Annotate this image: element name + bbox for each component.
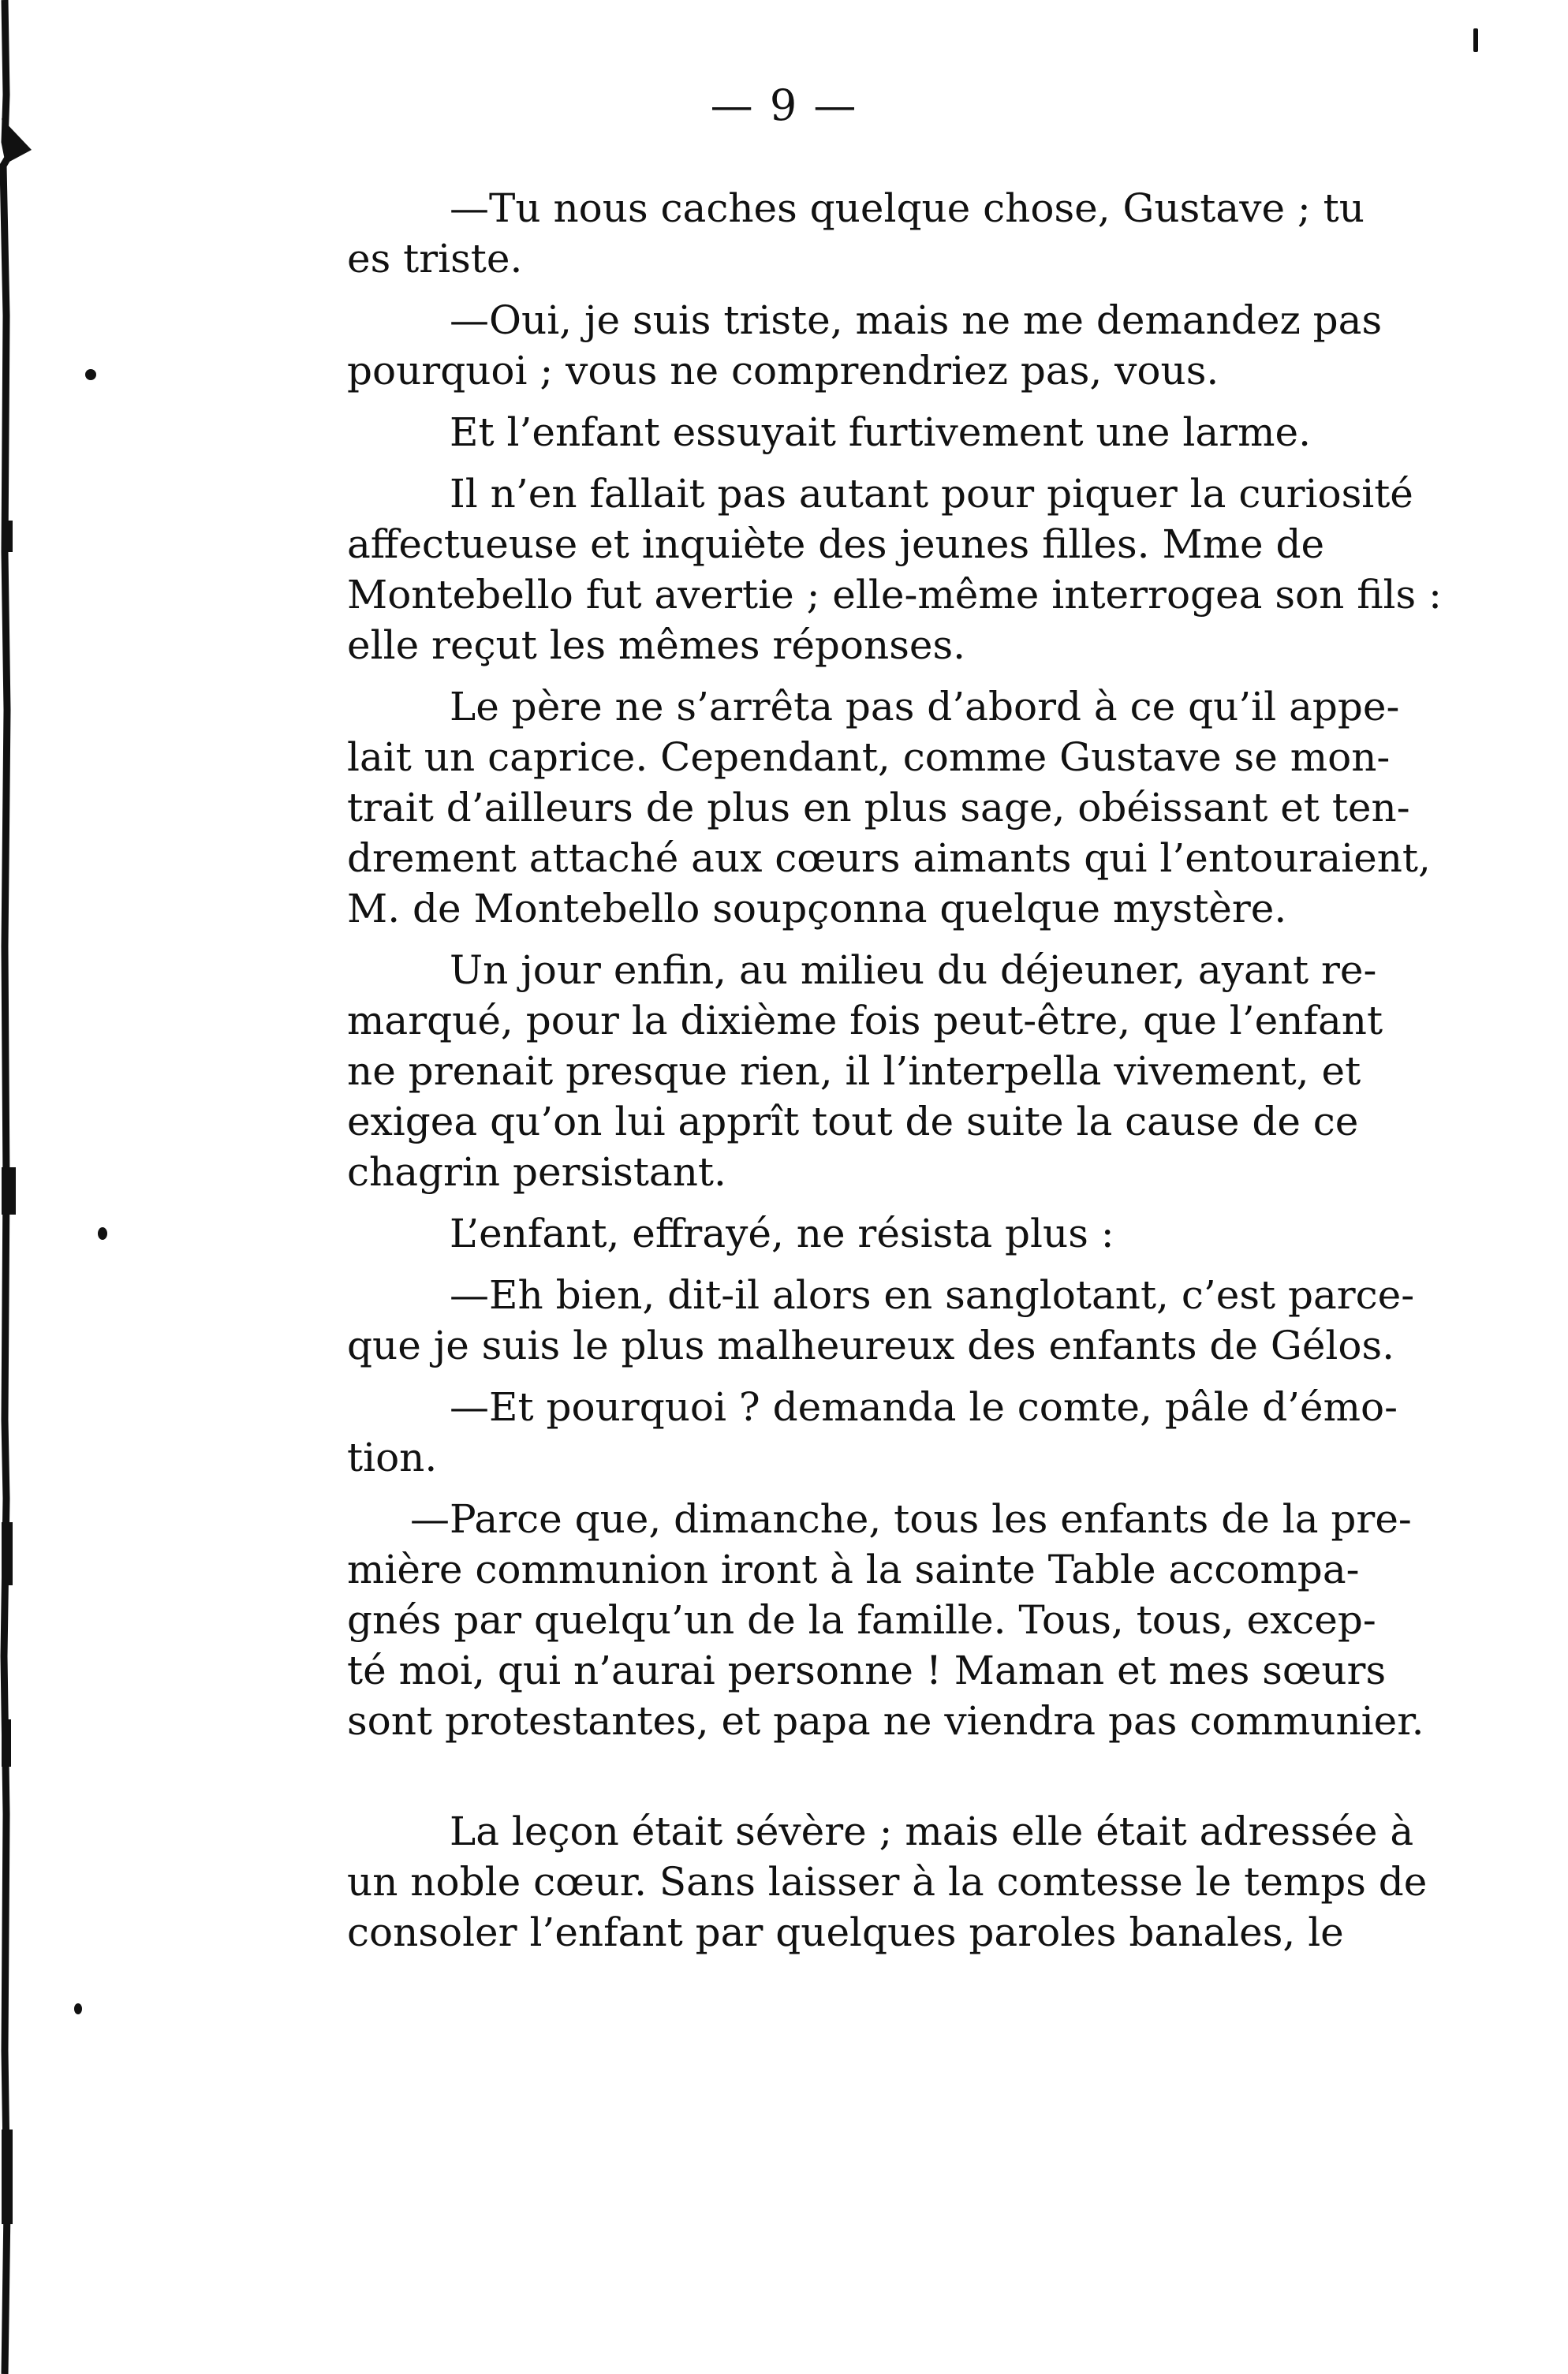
text-line: que je suis le plus malheureux des enfants de Gélos.: [347, 1323, 1395, 1368]
text-line: Le père ne s’arrêta pas d’abord à ce qu’il appe-: [450, 684, 1400, 730]
paragraph: [347, 681, 1499, 934]
text-line: exigea qu’on lui apprît tout de suite la cause de ce: [347, 1099, 1359, 1144]
text-line: es triste.: [347, 236, 523, 282]
text-line: —Tu nous caches quelque chose, Gustave ; tu: [450, 185, 1365, 231]
scan-speck: [85, 369, 96, 380]
page-number: — 9 —: [710, 80, 858, 130]
text-line: mière communion iront à la sainte Table accompa-: [347, 1547, 1360, 1592]
binding-edge: [0, 0, 36, 2374]
paragraph: [347, 1208, 1499, 1259]
text-line: drement attaché aux cœurs aimants qui l’entouraient,: [347, 835, 1431, 881]
paragraph: [347, 1494, 1499, 1746]
text-line: pourquoi ; vous ne comprendriez pas, vous.: [347, 348, 1219, 394]
text-line: sont protestantes, et papa ne viendra pas communier.: [347, 1698, 1424, 1744]
text-line: Montebello fut avertie ; elle-même interrogea son fils :: [347, 572, 1442, 618]
text-line: —Oui, je suis triste, mais ne me demandez pas: [450, 297, 1383, 343]
scan-speck: [98, 1227, 107, 1240]
text-line: ne prenait presque rien, il l’interpella vivement, et: [347, 1048, 1361, 1094]
text-line: marqué, pour la dixième fois peut-être, que l’enfant: [347, 998, 1383, 1043]
paragraph: [347, 1806, 1499, 1958]
paragraph: [347, 1382, 1499, 1483]
text-line: chagrin persistant.: [347, 1149, 726, 1195]
text-line: tion.: [347, 1435, 438, 1480]
text-line: gnés par quelqu’un de la famille. Tous, tous, excep-: [347, 1597, 1376, 1643]
paragraph: [347, 295, 1499, 396]
paragraph: [347, 1270, 1499, 1371]
text-line: consoler l’enfant par quelques paroles banales, le: [347, 1909, 1344, 1955]
text-line: —Parce que, dimanche, tous les enfants de la pre-: [410, 1496, 1412, 1542]
paragraph: [347, 407, 1499, 457]
text-line: —Et pourquoi ? demanda le comte, pâle d’émo-: [450, 1384, 1398, 1430]
text-line: affectueuse et inquiète des jeunes filles. Mme de: [347, 521, 1325, 567]
body-text: [347, 183, 1499, 1969]
text-line: —Eh bien, dit-il alors en sanglotant, c’est parce-: [450, 1272, 1415, 1318]
text-line: M. de Montebello soupçonna quelque mystère.: [347, 886, 1287, 931]
text-line: té moi, qui n’aurai personne ! Maman et mes sœurs: [347, 1648, 1387, 1693]
text-line: lait un caprice. Cependant, comme Gustave se mon-: [347, 734, 1391, 780]
text-line: La leçon était sévère ; mais elle était adressée à: [450, 1808, 1414, 1854]
text-line: L’enfant, effrayé, ne résista plus :: [450, 1211, 1114, 1256]
text-line: Il n’en fallait pas autant pour piquer la curiosité: [450, 471, 1413, 517]
paragraph: [347, 468, 1499, 670]
text-line: elle reçut les mêmes réponses.: [347, 622, 966, 668]
text-line: un noble cœur. Sans laisser à la comtesse le temps de: [347, 1859, 1428, 1905]
text-line: Et l’enfant essuyait furtivement une larme.: [450, 409, 1312, 455]
paragraph: [347, 945, 1499, 1197]
scan-speck: [74, 2003, 82, 2014]
text-line: trait d’ailleurs de plus en plus sage, obéissant et ten-: [347, 785, 1410, 831]
text-line: Un jour enfin, au milieu du déjeuner, ayant re-: [450, 947, 1377, 993]
paragraph: [347, 183, 1499, 284]
scan-speck: [1473, 28, 1478, 52]
